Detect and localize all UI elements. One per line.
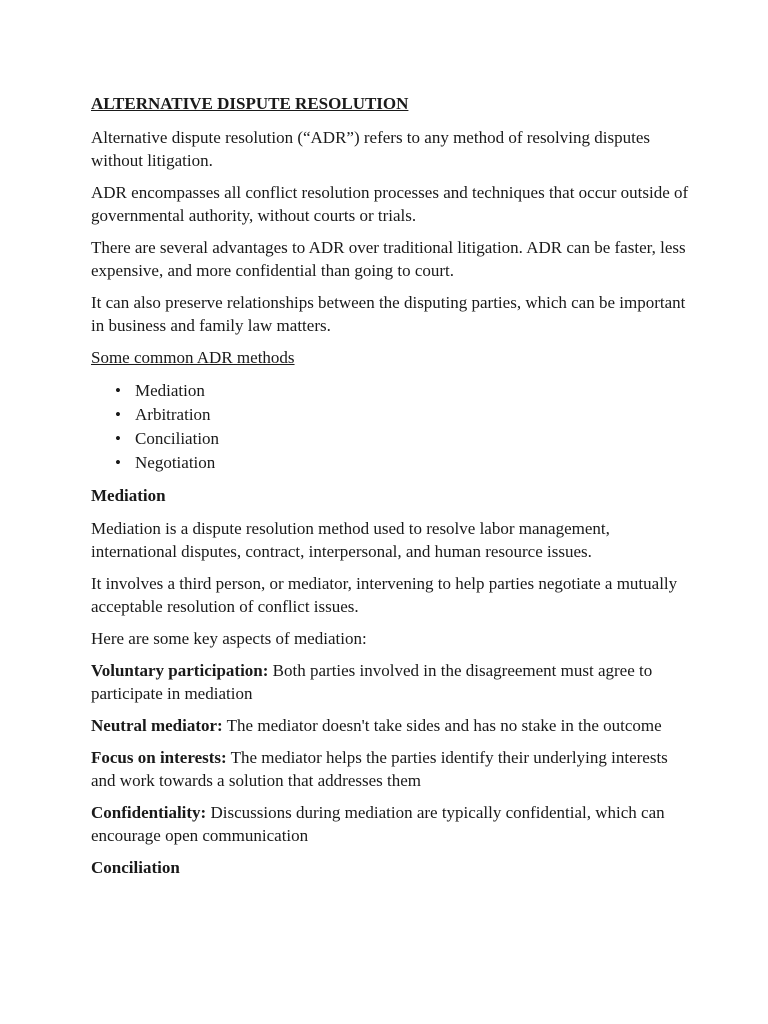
intro-paragraph: Alternative dispute resolution (“ADR”) refers to any method of resolving disputes without litigation. xyxy=(91,128,650,170)
document-title: ALTERNATIVE DISPUTE RESOLUTION xyxy=(91,94,409,113)
aspect-text: The mediator doesn't take sides and has no stake in the outcome xyxy=(222,716,662,735)
conciliation-heading: Conciliation xyxy=(91,858,180,877)
aspect-focus-on-interests xyxy=(91,746,691,792)
intro-paragraph: ADR encompasses all conflict resolution processes and techniques that occur outside of governmental authority, without courts or trials. xyxy=(91,183,689,225)
aspect-confidentiality xyxy=(91,801,691,847)
bullet-icon: • xyxy=(115,429,121,448)
document-body xyxy=(91,92,691,889)
list-item xyxy=(91,427,691,451)
list-item xyxy=(91,451,691,475)
list-item xyxy=(91,403,691,427)
method-label: Conciliation xyxy=(135,429,220,448)
aspect-text: Discussions during mediation are typically confidential, which can encourage open communication xyxy=(91,803,665,845)
aspect-term: Confidentiality: xyxy=(91,803,207,822)
mediation-paragraph: It involves a third person, or mediator, intervening to help parties negotiate a mutually acceptable resolution of conflict issues. xyxy=(91,574,678,616)
intro-paragraph: It can also preserve relationships between the disputing parties, which can be important in business and family law matters. xyxy=(91,293,686,335)
aspect-term: Neutral mediator: xyxy=(91,716,223,735)
aspect-voluntary-participation xyxy=(91,659,691,705)
bullet-icon: • xyxy=(115,453,121,472)
bullet-icon: • xyxy=(115,405,121,424)
methods-list xyxy=(91,379,691,475)
mediation-paragraph: Here are some key aspects of mediation: xyxy=(91,629,367,648)
intro-paragraph: There are several advantages to ADR over traditional litigation. ADR can be faster, less expensive, and more confidential than going to court. xyxy=(91,238,686,280)
aspect-neutral-mediator xyxy=(91,714,691,737)
mediation-paragraph: Mediation is a dispute resolution method used to resolve labor management, international disputes, contract, interpersonal, and human resource issues. xyxy=(91,519,610,561)
method-label: Mediation xyxy=(135,381,205,400)
mediation-heading: Mediation xyxy=(91,486,166,505)
aspect-text: Both parties involved in the disagreement must agree to participate in mediation xyxy=(91,661,653,703)
list-item xyxy=(91,379,691,403)
aspect-text: The mediator helps the parties identify their underlying interests and work towards a solution that addresses them xyxy=(91,748,668,790)
aspect-term: Voluntary participation: xyxy=(91,661,269,680)
aspect-term: Focus on interests: xyxy=(91,748,227,767)
methods-heading: Some common ADR methods xyxy=(91,348,295,367)
method-label: Arbitration xyxy=(135,405,211,424)
method-label: Negotiation xyxy=(135,453,216,472)
bullet-icon: • xyxy=(115,381,121,400)
